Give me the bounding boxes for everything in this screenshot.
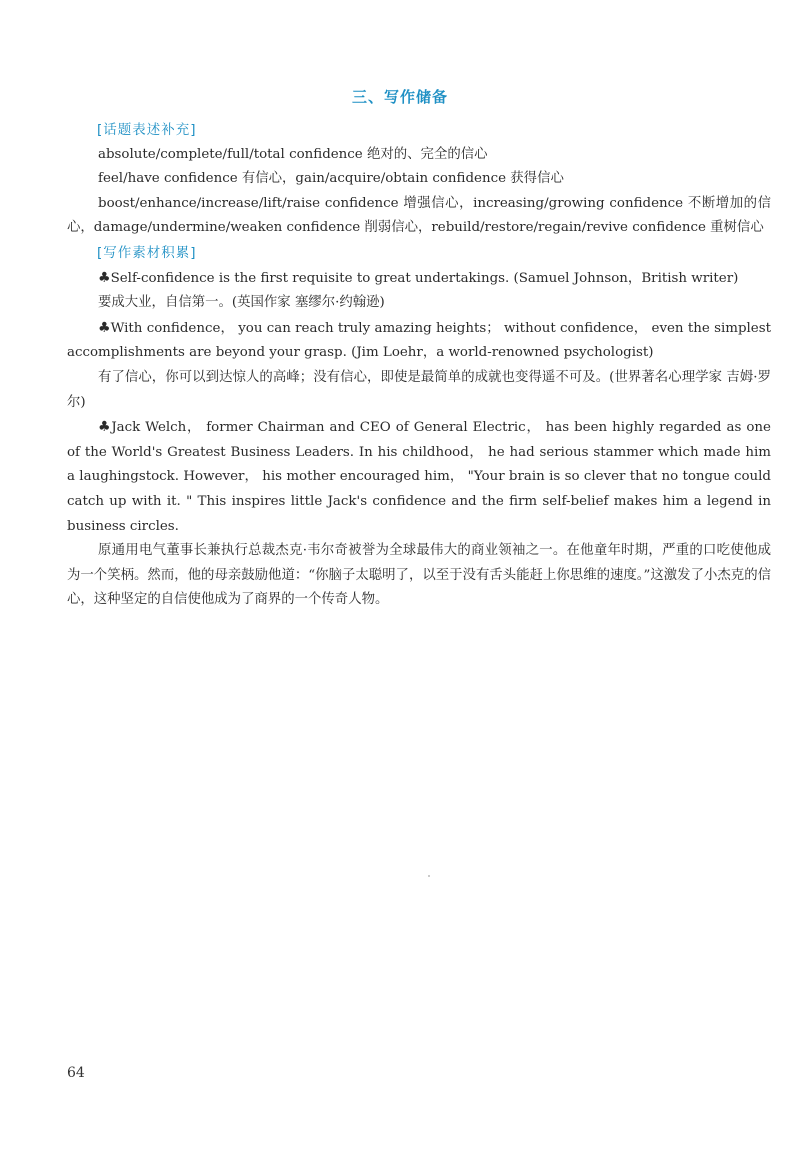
material-text: Jack Welch， former Chairman and CEO of General Electric， has been highly regarded as one of the World's Greatest Business Leaders. In his childhood， he had serious stammer which made him a laughingstock. However， his mother encouraged him， "Your brain is so clever that no tongue could catch up with it. " This inspires little Jack's confidence and the firm self-belief makes him a legend in business circles. [67,420,771,534]
content-body [67,118,771,613]
material-item-chinese: 有了信心，你可以到达惊人的高峰；没有信心，即使是最简单的成就也变得遥不可及。(世界著名心理学家 吉姆·罗尔) [67,369,771,410]
material-item-english [67,415,771,539]
topic-line: absolute/complete/full/total confidence 绝对的、完全的信心 [98,146,488,162]
page-number: 64 [67,1065,85,1081]
section-title: 三、写作储备 [351,88,448,106]
material-heading: [写作素材积累] [97,244,197,261]
club-icon: ♣ [98,319,111,336]
scan-speck [428,875,430,877]
material-item-chinese: 要成大业，自信第一。(英国作家 塞缪尔·约翰逊) [98,295,385,311]
material-text: With confidence， you can reach truly amazing heights； without confidence， even the simplest accomplishments are beyond your grasp. (Jim Loehr，a world-renowned psychologist) [67,320,771,361]
topic-line: feel/have confidence 有信心，gain/acquire/obtain confidence 获得信心 [98,171,564,187]
material-item-chinese: 原通用电气董事长兼执行总裁杰克·韦尔奇被誉为全球最伟大的商业领袖之一。在他童年时期，严重的口吃使他成为一个笑柄。然而，他的母亲鼓励他道：“你脑子太聪明了，以至于没有舌头能赶上你思维的速度。”这激发了小杰克的信心，这种坚定的自信使他成为了商界的一个传奇人物。 [67,543,771,608]
material-text: Self-confidence is the first requisite to great undertakings. (Samuel Johnson，British writer) [110,270,739,286]
material-item-english [67,266,771,292]
topic-line: boost/enhance/increase/lift/raise confidence 增强信心，increasing/growing confidence 不断增加的信心，damage/undermine/weaken confidence 削弱信心，rebuild/restore/regain/revive confidence 重树信心 [67,195,771,236]
club-icon: ♣ [98,419,112,436]
topic-heading: [话题表述补充] [97,122,197,138]
club-icon: ♣ [98,269,111,286]
material-item-english [67,316,771,366]
